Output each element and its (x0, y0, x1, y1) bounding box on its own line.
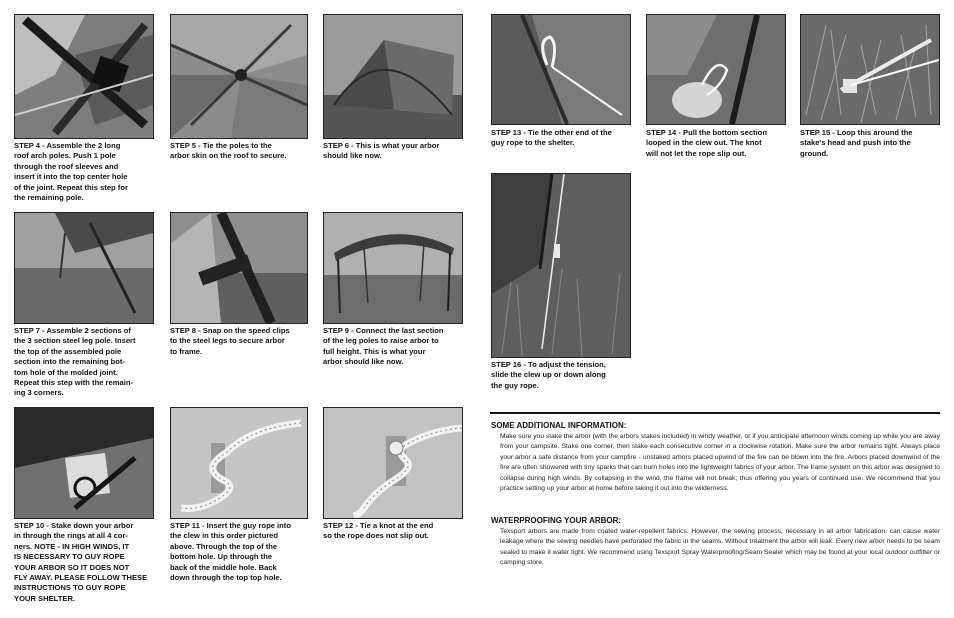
waterproofing-title: WATERPROOFING YOUR ARBOR: (491, 516, 622, 525)
step-11-photo (170, 407, 308, 519)
step-12-caption: STEP 12 - Tie a knot at the end so the rope does not slip out. (323, 521, 434, 541)
step-14-photo (646, 14, 786, 125)
step-10-photo (14, 407, 154, 519)
step-15-caption: STEP 15 - Loop this around the stake's head and push into the ground. (800, 128, 913, 158)
step-10-caption: STEP 10 - Stake down your arbor in through the rings at all 4 cor- ners. NOTE - IN HIGH WINDS, IT IS NECESSARY TO GUY ROPE YOUR ARBOR SO IT DOES NOT FLY AWAY. PLEASE FOLLOW THESE INSTRUCTIONS TO GUY ROPE YOUR SHELTER. (14, 521, 148, 603)
step-4-caption: STEP 4 - Assemble the 2 long roof arch poles. Push 1 pole through the roof sleeves and insert it into the top center hole of the joint. Repeat this step for the remaining pole. (14, 141, 128, 203)
step-7-photo (14, 212, 154, 324)
step-9-caption: STEP 9 - Connect the last section of the leg poles to raise arbor to full height. This is what your arbor should like now. (323, 326, 444, 367)
step-4-photo (14, 14, 154, 139)
step-9-photo (323, 212, 463, 324)
step-12-photo (323, 407, 463, 519)
step-6-photo (323, 14, 463, 139)
additional-info-body: Make sure you stake the arbor (with the arbors stakes included) in windy weather, or if you anticipate afternoon winds coming up while you are away from your campsite. Stake one corner, then stake each consecutive corner in a clockwise rotation. Make sure the arbor remains tight. Always place your arbor a safe distance from your campfire - unstaked arbors placed upwind of the fire can be blown into the fire. Arbors placed downwind of the fire are often showered with tiny sparks that can burn holes into the lightweight fabrics of your arbor. The frame system on this arbor was designed to collapse during high winds. By collapsing in the wind, the frame will not break; thus offering you years of continued use. We recommend that you practice setting up your arbor at home before taking it out into the wilderness. (500, 433, 940, 493)
step-6-caption: STEP 6 - This is what your arbor should like now. (323, 141, 440, 161)
step-5-photo (170, 14, 308, 139)
step-16-photo (491, 173, 631, 358)
step-14-caption: STEP 14 - Pull the bottom section looped in the clew out. The knot will not let the rope slip out. (646, 128, 767, 158)
waterproofing-body: Texsport arbors are made from coated water-repellent fabrics. However, the sewing process, necessary in all arbor fabrication, can cause water leakage where the sewing needles have perforated the fabric in the seams. Without treatment the arbor will leak. Every new arbor needs to be seam sealed to make it water tight. We recommend using Texsport Spray Waterproofing/Seam Sealer which may be found at your local outdoor outfitter or camping store. (500, 528, 940, 567)
step-8-photo (170, 212, 308, 324)
step-8-caption: STEP 8 - Snap on the speed clips to the steel legs to secure arbor to frame. (170, 326, 290, 356)
step-7-caption: STEP 7 - Assemble 2 sections of the 3 section steel leg pole. Insert the top of the assembled pole section into the remaining bot- tom hole of the molded joint. Repeat this step with the remain- ing 3 corners. (14, 326, 136, 398)
section-divider (490, 412, 940, 414)
step-11-caption: STEP 11 - Insert the guy rope into the clew in this order pictured above. Through the top of the bottom hole. Up through the back of the middle hole. Back down through the top top hole. (170, 521, 291, 583)
step-15-photo (800, 14, 940, 125)
step-13-caption: STEP 13 - Tie the other end of the guy rope to the shelter. (491, 128, 612, 148)
additional-info-title: SOME ADDITIONAL INFORMATION: (491, 421, 627, 430)
step-13-photo (491, 14, 631, 125)
step-16-caption: STEP 16 - To adjust the tension, slide the clew up or down along the guy rope. (491, 360, 606, 390)
step-5-caption: STEP 5 - Tie the poles to the arbor skin on the roof to secure. (170, 141, 287, 161)
